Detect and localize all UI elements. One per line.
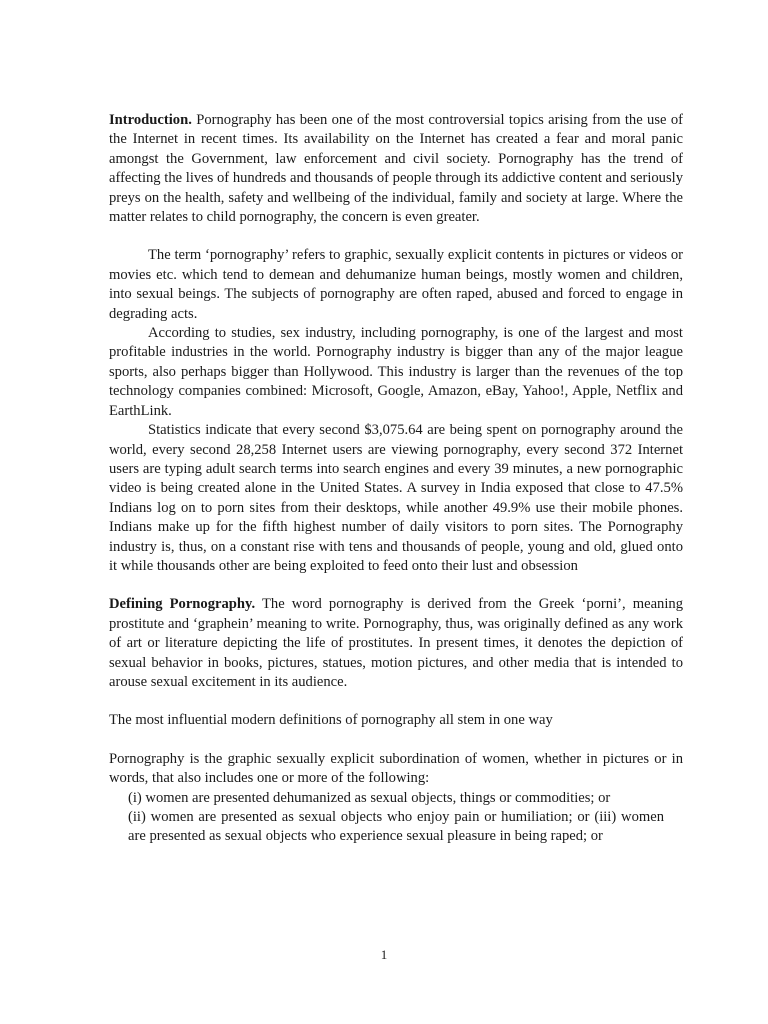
defining-heading: Defining Pornography.	[109, 596, 256, 613]
body-paragraph-industry: According to studies, sex industry, including pornography, is one of the largest and most profitable industries in the world. Pornography industry is bigger than any of the major league sports, also perhaps bigger than Hollywood. This industry is larger than the revenues of the top technology companies combined: Microsoft, Google, Amazon, eBay, Yahoo!, Apple, Netflix and EarthLink.	[109, 325, 683, 419]
list-item: (i) women are presented dehumanized as sexual objects, things or commodities; or	[128, 789, 611, 806]
intro-heading: Introduction.	[109, 112, 192, 128]
intro-text: Pornography has been one of the most controversial topics arising from the use of the Internet in recent times. Its availability on the Internet has created a fear and moral panic amongst the Government, law enforcement and civil society. Pornography has the trend of affecting the lives of hundreds and thousands of people through its addictive content and seriously preys on the health, safety and wellbeing of the individual, family and society at large. Where the matter relates to child pornography, the concern is even greater.	[109, 112, 683, 226]
definition-paragraph: Pornography is the graphic sexually explicit subordination of women, whether in pictures or in words, that also includes one or more of the following:	[109, 750, 683, 787]
influential-paragraph: The most influential modern definitions of pornography all stem in one way	[109, 712, 553, 729]
intro-paragraph	[109, 111, 683, 227]
body-paragraph-term: The term ‘pornography’ refers to graphic, sexually explicit contents in pictures or videos or movies etc. which tend to demean and dehumanize human beings, mostly women and children, into sexual beings. The subjects of pornography are often raped, abused and forced to engage in degrading acts.	[109, 247, 683, 322]
document-body	[109, 111, 683, 847]
defining-text: The word pornography is derived from the Greek ‘porni’, meaning prostitute and ‘graphein’ meaning to write. Pornography, thus, was originally defined as any work of art or literature depicting the life of prostitutes. In present times, it denotes the depiction of sexual behavior in books, pictures, statues, motion pictures, and other media that is intended to arouse sexual excitement in its audience.	[109, 596, 683, 690]
body-paragraph-statistics: Statistics indicate that every second $3,075.64 are being spent on pornography around the world, every second 28,258 Internet users are viewing pornography, every second 372 Internet users are typing adult search terms into search engines and every 39 minutes, a new pornographic video is being created alone in the United States. A survey in India exposed that close to 47.5% Indians log on to porn sites from their desktops, while another 49.9% use their mobile phones. Indians make up for the fifth highest number of daily visitors to porn sites. The Pornography industry is, thus, on a constant rise with tens and thousands of people, young and old, glued onto it while thousands other are being exploited to feed onto their lust and obsession	[109, 422, 683, 574]
defining-paragraph	[109, 595, 683, 692]
definition-list	[109, 789, 664, 847]
list-item: (ii) women are presented as sexual objects who enjoy pain or humiliation; or (iii) women are presented as sexual objects who experience sexual pleasure in being raped; or	[128, 809, 664, 845]
page-number: 1	[380, 947, 388, 962]
